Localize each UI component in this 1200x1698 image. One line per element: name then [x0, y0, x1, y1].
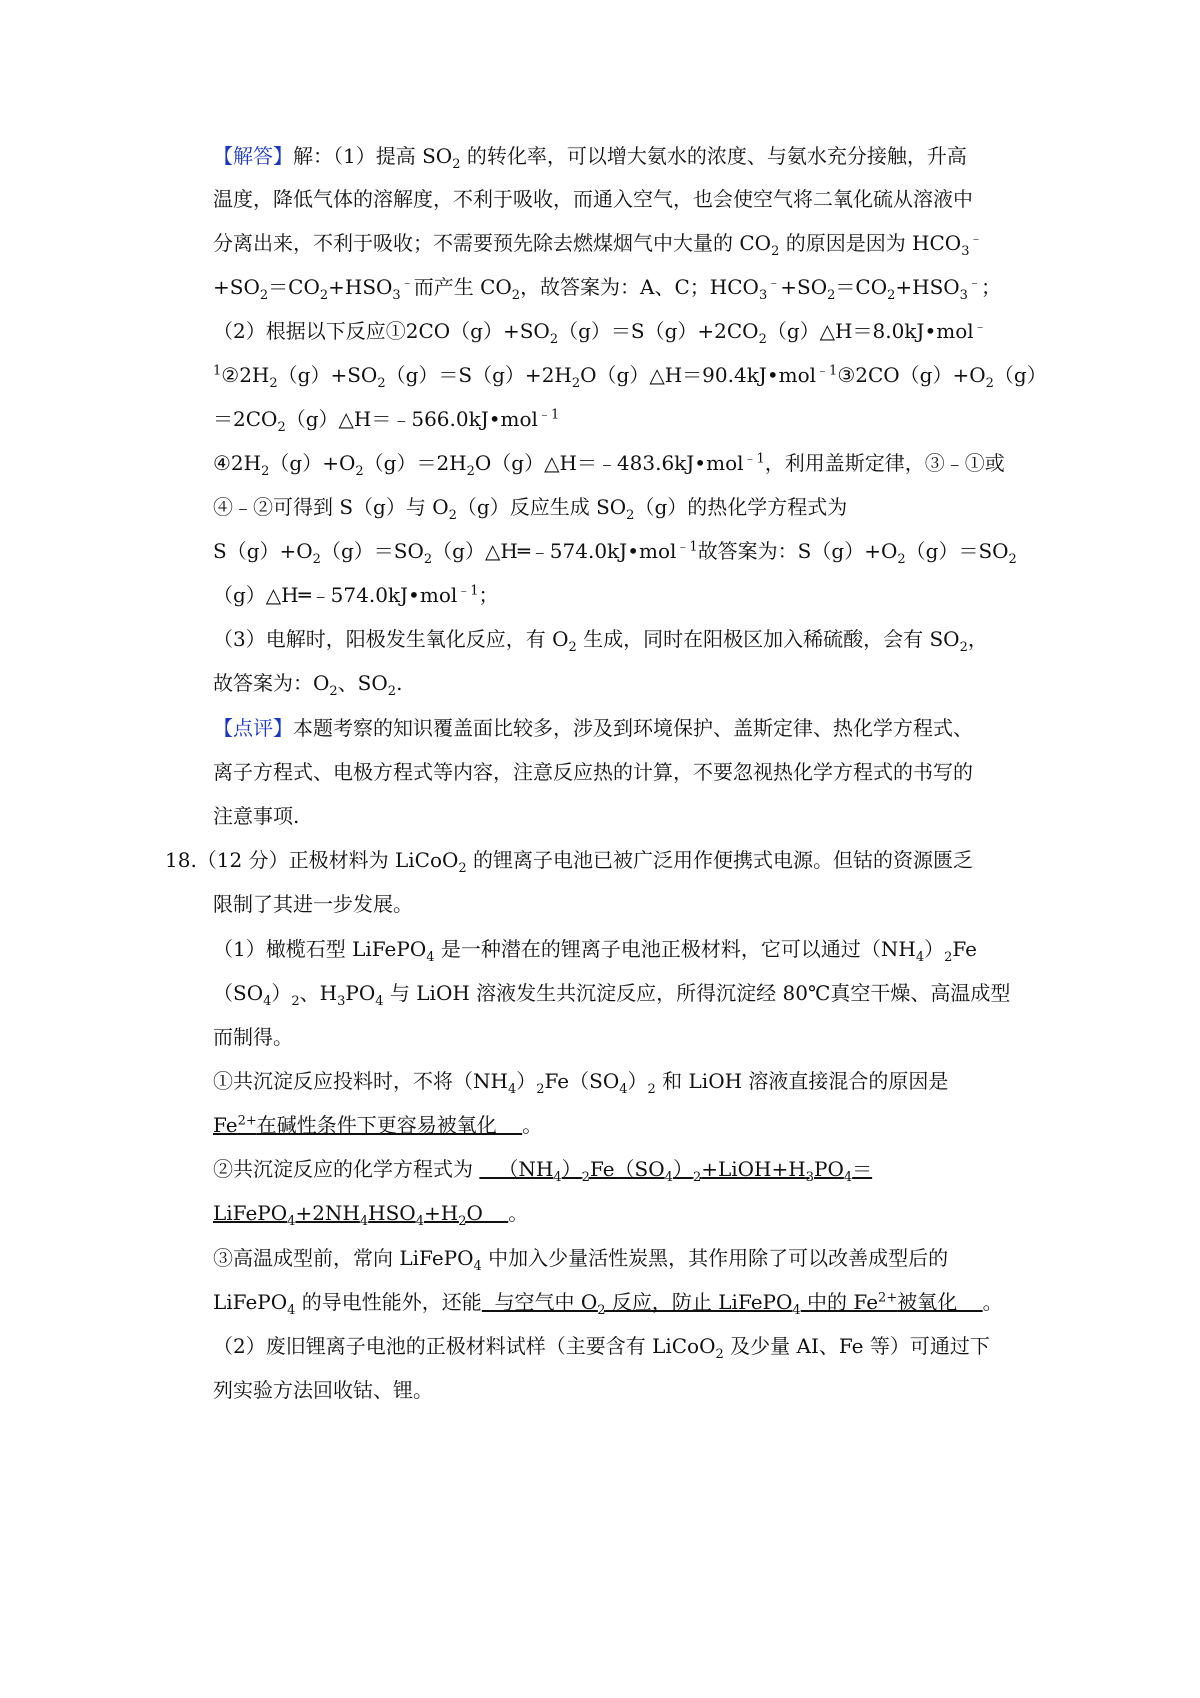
q18-sub3-line-1: ③高温成型前，常向 LiFePO$_4$ 中加入少量活性炭黑，其作用除了可以改善成型后的 — [213, 1246, 949, 1274]
comment-line-1: 【点评】本题考察的知识覆盖面比较多，涉及到环境保护、盖斯定律、热化学方程式、 — [213, 716, 973, 740]
answer-blank-3: 与空气中 $O_2$ 反应，防止 LiFePO$_4$ 中的 $Fe^{2+}$被氧化 — [481, 1290, 983, 1318]
answer-blank-2: $(NH_4)_2Fe(SO_4)_2+LiOH+H_3PO_4=$ — [479, 1157, 873, 1185]
answer-line-11: （g）△H═﹣574.0kJ•mol$^{﹣1}$； — [213, 583, 499, 607]
answer-line-4: $+SO_2=CO_2+HSO_3^﹣$而产生 $CO_2$，故答案为：A、C；$HCO_3^﹣+SO_2=CO_2+HSO_3^﹣$； — [213, 275, 1001, 303]
question-18-line-1: 18.（12 分）正极材料为 LiCoO$_2$ 的锂离子电池已被广泛用作便携式电源。但钴的资源匮乏 — [165, 848, 974, 876]
answer-tag: 【解答】 — [213, 144, 293, 168]
comment-tag: 【点评】 — [213, 716, 293, 740]
answer-line-3: 分离出来，不利于吸收；不需要预先除去燃煤烟气中大量的 $CO_2$ 的原因是因为 $HCO_3^﹣$ — [213, 231, 983, 259]
answer-line-6: $^1②2H_2(g)+SO_2(g)=S(g)+2H_2O(g)\triangle H=90.4kJ•mol^{﹣1}③2CO(g)+O_2(g)$ — [213, 363, 1047, 391]
answer-line-10: $S(g)+O_2(g)=SO_2(g)\triangle H═﹣574.0kJ•mol^{﹣1}$故答案为：$S(g)+O_2(g)=SO_2$ — [213, 539, 1017, 567]
answer-line-5: （2）根据以下反应$①2CO(g)+SO_2(g)=S(g)+2CO_2(g)\triangle H=8.0kJ•mol^﹣$ — [213, 319, 987, 347]
q18-sub1-line-2: $Fe^{2+}$在碱性条件下更容易被氧化 。 — [213, 1113, 543, 1137]
answer-line-9: ④﹣②可得到 S（g）与 $O_2(g)$反应生成 $SO_2(g)$的热化学方程式为 — [213, 495, 848, 523]
q18-part1-line-1: （1）橄榄石型 LiFePO$_4$ 是一种潜在的锂离子电池正极材料，它可以通过$(NH_4)_2Fe$ — [213, 937, 978, 965]
answer-line-13: 故答案为：$O_2$、$SO_2$. — [213, 671, 403, 699]
q18-part1-line-2: $(SO_4)_2$、$H_3PO_4$ 与 LiOH 溶液发生共沉淀反应，所得沉淀经 80℃真空干燥、高温成型 — [213, 981, 1011, 1009]
q18-sub2-line-1: ②共沉淀反应的化学方程式为 $(NH_4)_2Fe(SO_4)_2+LiOH+H_3PO_4=$ — [213, 1157, 873, 1185]
answer-line-7: $=2CO_2(g)\triangle H=﹣566.0kJ•mol^{﹣1}$ — [213, 407, 560, 435]
q18-sub1-line-1: ①共沉淀反应投料时，不将$(NH_4)_2Fe(SO_4)_2$ 和 LiOH 溶液直接混合的原因是 — [213, 1069, 949, 1097]
answer-line-12: （3）电解时，阳极发生氧化反应，有 $O_2$ 生成，同时在阳极区加入稀硫酸，会有 $SO_2$， — [213, 627, 988, 655]
answer-line-2: 温度，降低气体的溶解度，不利于吸收，而通入空气，也会使空气将二氧化硫从溶液中 — [213, 187, 973, 211]
q18-part2-line-2: 列实验方法回收钴、锂。 — [213, 1378, 433, 1402]
comment-line-2: 离子方程式、电极方程式等内容，注意反应热的计算，不要忽视热化学方程式的书写的 — [213, 760, 973, 784]
answer-line-1: 【解答】解：（1）提高 $SO_2$ 的转化率，可以增大氨水的浓度、与氨水充分接触，升高 — [213, 144, 967, 172]
q18-sub2-line-2: $LiFePO_4+2NH_4HSO_4+H_2O$ 。 — [213, 1201, 529, 1229]
q18-part1-line-3: 而制得。 — [213, 1025, 293, 1049]
answer-line-8: $④2H_2(g)+O_2(g)=2H_2O(g)\triangle H=﹣483.6kJ•mol^{﹣1}$，利用盖斯定律，③﹣①或 — [213, 451, 1005, 479]
answer-blank-2-cont: $LiFePO_4+2NH_4HSO_4+H_2O$ — [213, 1201, 509, 1229]
question-18-line-2: 限制了其进一步发展。 — [213, 892, 413, 916]
answer-blank-1: $Fe^{2+}$在碱性条件下更容易被氧化 — [213, 1113, 523, 1137]
comment-line-3: 注意事项. — [213, 804, 300, 828]
q18-part2-line-1: （2）废旧锂离子电池的正极材料试样（主要含有 LiCoO$_2$ 及少量 AI、Fe 等）可通过下 — [213, 1334, 990, 1362]
q18-sub3-line-2: LiFePO$_4$ 的导电性能外，还能 与空气中 $O_2$ 反应，防止 LiFePO$_4$ 中的 $Fe^{2+}$被氧化 。 — [213, 1290, 1003, 1318]
